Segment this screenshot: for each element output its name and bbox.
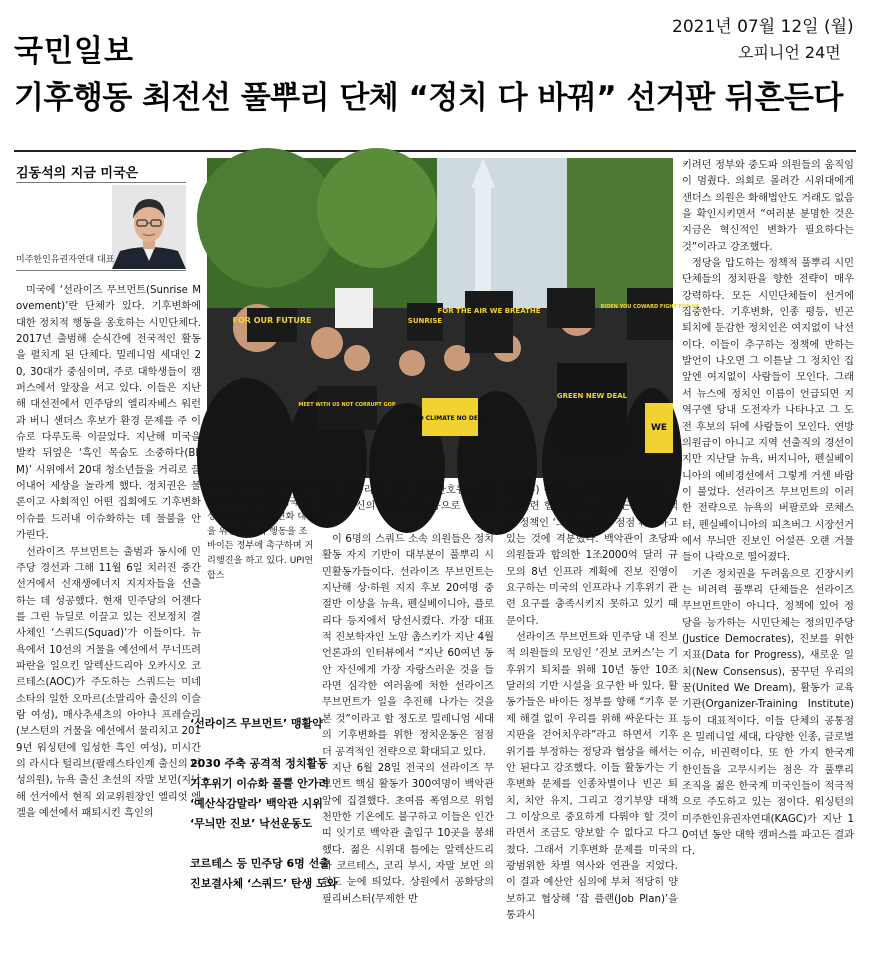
paragraph: 대토론) 문턱을 넘기 위한 백악관의 예산 관련 협상안이 조 바이든 정부의 핵심 정책인 ‘그린 뉴딜’을 점점 훼손하고 있는 것에 격분했다. 백악관이 초당파 의원들과 합의한 1조2000억 달러 규모의 8년 인프라 계획에 진보 진영이 요구하는 미국의 인프라나 기후위기 관련 요구를 충족시키지 못하고 있기 때문이다.: [506, 485, 678, 627]
sign-text: FOR OUR FUTURE: [232, 316, 312, 325]
paragraph: 선라이즈 무브먼트는 출범과 동시에 민주당 경선과 그해 11월 6일 치러진 중간선거에서 신재생에너지 지지자들을 선출하는 데 성공했다. 현재 민주당의 어젠다를 그린 뉴딜로 이끌고 있는 진보정치 결사체인 ‘스쿼드(Squad)’가 이들이다. 뉴욕에서 10선의 거물을 예선에서 무너뜨려 파란을 일으킨 알렉산드리아 오카시오 코르테스(AOC)가 주도하는 스쿼드는 미네소타의 일한 오마르(소말리아 출신의 이슬람 여성), 매사추세츠의 아야나 프레슬리(보스턴의 거물을 예선에서 물리치고 2019년 워싱턴에 입성한 흑인 여성), 미시간의 라시다 털리브(팔레스타인계 출신의 여성의원), 뉴욕 출신 초선의 자말 보먼(지난해 선거에서 현직 외교위원장인 엘리엇 엥겔을 예선에서 패퇴시킨 흑인의: [16, 546, 201, 819]
paragraph: 미국에 ‘선라이즈 무브먼트(Sunrise Movement)’란 단체가 있다. 기후변화에 대한 정치적 행동을 옹호하는 시민단체다. 2017년 출범해 순식간에 전국적인 활동을 펼치게 된 단체다. 밀레니엄 세대인 20, 30대가 중심이며, 주로 대학생들이 캠퍼스에서 앞장을 서고 있다. 이들은 지난해 대선전에서 민주당의 엘리자베스 워런과 버니 샌더스 후보가 환경 문제를 주 이슈로 다루도록 이끌었다. 지난해 미국을 발칵 뒤엎은 ‘흑인 목숨도 소중하다(BLM)’ 시위에서 20대 청소년들을 거리로 끌어내어 세상을 놀라게 했다. 정치권은 물론이고 사회적인 어떤 집회에도 기후변화 이슈를 드러내 이슈화하는 데 물불을 안 가린다.: [16, 285, 201, 542]
caption-text: ‘선라이즈 무브먼트’ 활동가들이 지난달 28일 미국 워싱턴DC에서 기후변화 대응을 위한 정치적 행동을 조 바이든 정부에 촉구하며 거리행진을 하고 있다.: [207, 482, 317, 566]
paragraph: 정당을 압도하는 정책적 풀뿌리 시민단체들의 정치판을 향한 전략이 매우 강력하다. 모든 시민단체들이 선거에 집중한다. 기후변화, 인종 평등, 빈곤 퇴치에 둔감한 정치인은 여지없이 낙선이다. 이들이 추구하는 정책에 반하는 발언이 나오면 그 이튿날 그 정치인 집 앞엔 여지없이 사람들이 모인다. 그래서 뉴스에 정치인 이름이 언급되면 지역구엔 당내 도전자가 나타나고 그 도전 후보의 뒤에 사람들이 모인다. 연방의원급이 아니고 지역 선출직의 경선이지만 지난달 뉴욕, 버지니아, 펜실베이니아의 예비경선에서 그렇게 거센 바람이 불었다. 선라이즈 무브먼트의 이러한 전략으로 뉴욕의 버팔로와 로체스터, 펜실베이니아의 피츠버그 시장선거에서 무늬만 진보인 어설픈 오랜 거물들이 나락으로 떨어졌다.: [682, 258, 854, 564]
paragraph: 기존 정치권을 두려움으로 긴장시키는 비려력 풀뿌리 단체들은 선라이즈 무브먼트만이 아니다. 정책에 있어 정당을 능가하는 시민단체는 정의민주당(Justice Democrates), 진보를 위한 지표(Data for Progress), 새로운 일치(New Consensus), 꿈꾸던 우리의 꿈(United We Dream), 활동가 교육기관(Organizer-Training Institute) 등이 대표적이다. 이들 단체의 공통점은 밀레니얼 세대, 다양한 인종, 글로벌 이슈, 비권력이다. 또 한 가지 한국계 한인들을 고무시키는 점은 각 풀뿌리 조직을 젊은 한국계 미국인들이 적극적으로 주도하고 있는 점이다. 워싱턴의 미주한인유권자연대(KAGC)가 지난 10여년 동안 대학 캠퍼스를 파고든 결과다.: [682, 568, 854, 858]
subheading: 2030 주축 공격적 정치활동: [190, 757, 328, 770]
subheadings: [190, 714, 338, 894]
paragraph: 선라이즈 무브먼트와 민주당 내 진보적 의원들의 모임인 ‘진보 코커스’는 기후위기 퇴치를 위해 10년 동안 10조 달러의 기반 시설을 요구한 바 있다. 활동가들은 바이든 정부를 향해 “기후 문제 해결 없이 우리를 위해 싸운다는 표지판을 걷어치우라”라고 하면서 기후위기를 부정하는 정당과 협상을 해서는 안 된다고 강조했다. 이들 활동가는 기후변화 문제를 인종차별이나 빈곤 퇴치, 치안 유지, 그리고 경기부양 대책 그 이상으로 중요하게 다뤄야 할 것이라면서 조금도 양보할 수 없다고 다그쳤다. 그래서 기후변화 문제를 미국의 광범위한 차별 역사와 연관을 지었다. 이 결과 예산안 심의에 부쳐 적당히 양보하고 협상해 ‘잡 플랜(Job Plan)’을 통과시: [506, 632, 678, 921]
subheading: ‘선라이즈 무브먼트’ 맹활약: [190, 717, 323, 730]
column-divider: [16, 182, 186, 183]
subheading: 코르테스 등 민주당 6명 선출: [190, 857, 330, 870]
photo-caption: [207, 481, 317, 583]
paragraph: 지난 6월 28일 전국의 선라이즈 무브먼트 핵심 활동가 300여명이 백악관 앞에 집결했다. 초여름 폭염으로 위험천만한 기온에도 불구하고 이들은 인간 띠 잇기로 백악관 출입구 10곳을 봉쇄했다. 젊은 시위대 틈에는 알렉산드리아 코르테스, 코리 부시, 자말 보먼 의원도 눈에 띄었다. 상원에서 공화당의 필리버스터(무제한 반: [322, 762, 494, 905]
sign-text: WE: [650, 423, 668, 433]
photo-credit: UPI연합스: [207, 555, 314, 581]
author-title: 미주한인유권자연대 대표: [16, 255, 115, 265]
subheading: 기후위기 이슈화 풀뿔 안가려: [190, 777, 329, 790]
sign-text: GREEN NEW DEAL: [556, 392, 628, 400]
section-page: 오피니언 24면: [738, 43, 841, 62]
headline: 기후행동 최전선 풀뿌리 단체 “정치 다 바꿔” 선거판 뒤흔든다: [14, 80, 843, 116]
sign-text: NO CLIMATE NO DEAL: [413, 415, 487, 422]
paragraph: 키려던 정부와 중도파 의원들의 움직임이 멈췄다. 의회로 몰려간 시위대에게 샌더스 의원은 화해법안도 거래도 없음을 확인시키면서 “여러분 분명한 것은 지금은 혁신적인 변화가 필요하다는 것”이라고 강조했다.: [682, 160, 854, 253]
article-column-2: [322, 483, 494, 943]
subheading: ‘예산삭감말라’ 백악관 시위: [190, 797, 323, 810]
paragraph: 이 6명의 스쿼드 소속 의원들은 정치활동 자지 기반이 대부분이 풀뿌리 시민활동가들이다. 선라이즈 무브먼트는 지난해 상·하원 지지 후보 20여명 중 절반 이상을 뉴욕, 펜실베이니아, 플로리다 등지에서 당선시켰다. 가장 대표적 진보학자인 노암 촘스키가 지난 4월 언론과의 인터뷰에서 “지난 60여년 동안 자신에게 가장 자랑스러운 것을 들라면 심각한 여러움에 처한 선라이즈 무브먼트가 일을 추진해 나가는 것을 본 것”이라고 할 정도로 밀레니엄 세대의 기후변화를 위한 정치운동은 점점 더 공격적인 전략으로 확대되고 있다.: [322, 534, 494, 758]
article-column-1: [16, 283, 201, 943]
publication-date: 2021년 07월 12일 (월): [672, 17, 854, 37]
protest-photo: [207, 158, 700, 478]
author-portrait: [112, 185, 186, 269]
byline-divider: [16, 270, 186, 271]
paragraph: 원), 미주리의 코리 부시(간호원=조활동가 출신의 흑인 여성) 등으로 구성됐다.: [322, 485, 494, 529]
subheading: 진보결사체 ‘스쿼드’ 탄생 도와: [190, 877, 338, 890]
subheading: ‘무늬만 진보’ 낙선운동도: [190, 817, 313, 830]
sign-text: SUNRISE: [407, 317, 443, 325]
newspaper-masthead: 국민일보: [14, 34, 134, 69]
headline-divider: [14, 150, 856, 152]
sign-text: FOR THE AIR WE BREATHE: [437, 307, 541, 315]
article-column-4: [682, 158, 854, 943]
sign-text: BIDEN YOU COWARD FIGHT FOR US: [600, 304, 700, 310]
column-name: 김동석의 지금 미국은: [16, 166, 139, 181]
sign-text: MEET WITH US NOT CORRUPT GOP: [298, 402, 396, 408]
article-column-3: [506, 483, 678, 943]
